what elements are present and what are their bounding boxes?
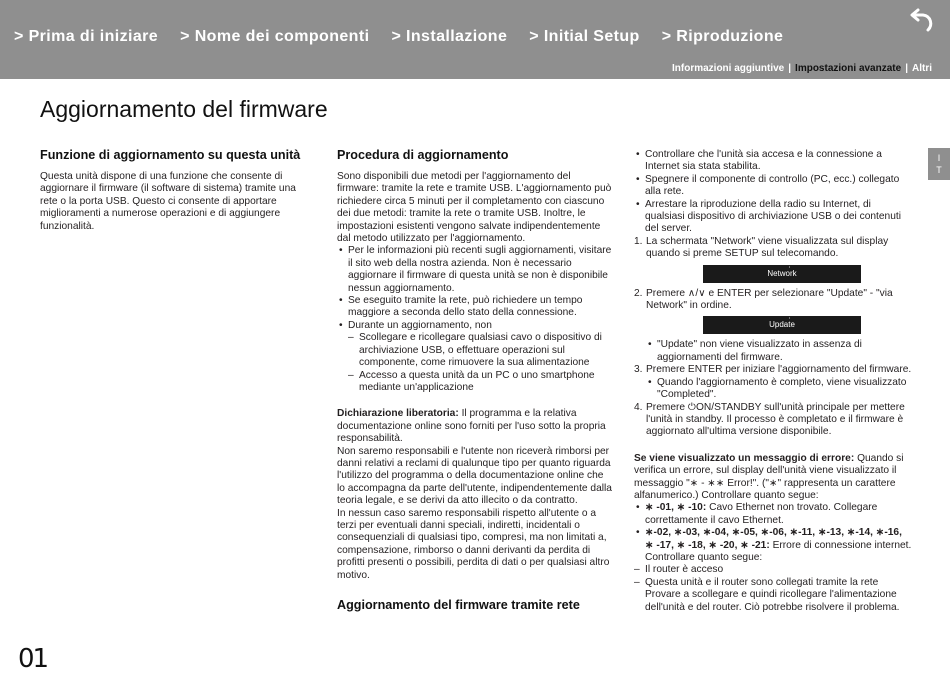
- disclaimer-paragraph-2: Non saremo responsabili e l'utente non riceverà rimborsi per danni relativi a reclami di qualunque tipo per quanto riguarda l'utilizzo del programma o della documentazione online che lo accompagna da parte dell'utente, indipendentemente dalla teoria legale, e se derivi da atto illecito o da contratto.: [337, 445, 612, 507]
- function-body: Questa unità dispone di una funzione che consente di aggiornare il firmware (il software di sistema) tramite una rete o la porta USB. Questo ci consente di apportare miglioramenti a numerose operazioni e di aggiungere funzionalità.: [40, 171, 296, 232]
- step-2: [634, 288, 912, 365]
- display-update: [703, 313, 861, 334]
- step-number: 3.: [634, 364, 643, 376]
- precondition-bullets: [634, 149, 912, 236]
- section-heading-network-update: Aggiornamento del firmware tramite rete: [337, 598, 580, 612]
- nav-riproduzione[interactable]: > Riproduzione: [661, 28, 784, 45]
- list-item: [634, 502, 912, 527]
- back-arrow-icon[interactable]: [906, 8, 936, 38]
- language-tab[interactable]: [928, 148, 950, 180]
- error-codes: ∗-02, ∗-03, ∗-04, ∗-05, ∗-06, ∗-11, ∗-13, ∗-14, ∗-16, ∗ -17, ∗ -18, ∗ -20, ∗ -21:: [645, 527, 902, 551]
- bullet-text: Durante un aggiornamento, non: [348, 319, 492, 331]
- column-steps: [634, 149, 912, 614]
- list-item: • Per le informazioni più recenti sugli aggiornamenti, visitare il sito web della nostra azienda. Non è necessario aggiornare il firmware di questa unità se non è disponibile nessun aggiornamento.: [337, 245, 612, 295]
- display-scroll-icon: ⋮: [786, 261, 793, 269]
- page-number: 01: [18, 644, 48, 674]
- list-item: • "Update" non viene visualizzato in assenza di aggiornamenti del firmware.: [646, 339, 912, 364]
- page-title: Aggiornamento del firmware: [40, 96, 328, 122]
- disclaimer: [337, 408, 612, 445]
- subnav-impostazioni-avanzate[interactable]: Impostazioni avanzate: [795, 63, 902, 74]
- dash-list: [348, 332, 612, 394]
- step-number: 2.: [634, 287, 643, 299]
- display-scroll-icon: ⋮: [786, 313, 793, 321]
- subnav-informazioni-aggiuntive[interactable]: Informazioni aggiuntive: [672, 63, 785, 74]
- error-section: [634, 453, 912, 503]
- main-nav: [14, 28, 783, 46]
- language-tab-line1: I: [937, 153, 941, 163]
- final-advice: Provare a scollegare e quindi ricollegare l'alimentazione dell'unità e del router. Ciò potrebbe risolvere il problema.: [645, 589, 900, 613]
- step-1: [634, 236, 912, 283]
- column-function: [40, 148, 305, 233]
- error-codes: ∗ -01, ∗ -10:: [645, 502, 707, 514]
- error-check-list: [634, 564, 912, 589]
- disclaimer-label: Dichiarazione liberatoria:: [337, 408, 459, 420]
- nav-installazione[interactable]: > Installazione: [391, 28, 508, 45]
- list-item: • Arrestare la riproduzione della radio su Internet, di qualsiasi dispositivo di archiviazione USB o dei contenuti del server.: [634, 199, 912, 236]
- procedure-intro: Sono disponibili due metodi per l'aggiornamento del firmware: tramite la rete e tramite USB. L'aggiornamento può richiedere circa 5 minuti per il completamento con ciascuno dei due metodi: tramite la rete o tramite USB. Inoltre, le impostazioni esistenti vengono salvate indipendentemente dal metodo utilizzato per l'aggiornamento.: [337, 171, 612, 245]
- list-item: • Quando l'aggiornamento è completo, viene visualizzato "Completed".: [646, 377, 912, 402]
- list-item: [634, 527, 912, 564]
- sub-navigation: [672, 63, 932, 74]
- subnav-separator: |: [905, 63, 908, 74]
- step-text: Premere ⏻ON/STANDBY sull'unità principale per mettere l'unità in standby. Il processo è completato e il firmware è aggiornato all'ultima versione disponibile.: [646, 401, 905, 438]
- list-item: • Se eseguito tramite la rete, può richiedere un tempo maggiore a seconda dello stato della connessione.: [337, 295, 612, 320]
- step-number: 4.: [634, 401, 643, 413]
- step-text: Premere ENTER per iniziare l'aggiornamento del firmware.: [646, 364, 912, 376]
- nav-initial-setup[interactable]: > Initial Setup: [529, 28, 640, 45]
- step-3: [634, 364, 912, 401]
- list-item: • Spegnere il componente di controllo (PC, ecc.) collegato alla rete.: [634, 174, 912, 199]
- step-3-notes: [646, 377, 912, 402]
- step-text: Premere: [646, 287, 686, 299]
- list-item: [337, 320, 612, 394]
- list-item: – Accesso a questa unità da un PC o uno smartphone mediante un'applicazione: [348, 370, 612, 395]
- display-text: Network: [767, 268, 797, 278]
- step-4: [634, 402, 912, 439]
- list-item: – Questa unità e il router sono collegati tramite la rete: [634, 577, 912, 589]
- step-2-notes: [646, 339, 912, 364]
- nav-prima-di-iniziare[interactable]: > Prima di iniziare: [14, 28, 159, 45]
- section-heading-function: Funzione di aggiornamento su questa unità: [40, 148, 301, 162]
- step-text: e ENTER per selezionare "Update" - "via Network" in ordine.: [646, 287, 893, 312]
- disclaimer-text: Il programma e la relativa documentazione online sono forniti per l'uso sotto la propria responsabilità.: [337, 408, 606, 445]
- error-description: Errore di connessione internet. Controllare quanto segue:: [645, 539, 912, 563]
- subnav-altri[interactable]: Altri: [912, 63, 932, 74]
- procedure-bullets: [337, 245, 612, 394]
- top-navigation-bar: [0, 0, 950, 79]
- error-description: Cavo Ethernet non trovato. Collegare correttamente il cavo Ethernet.: [645, 502, 878, 526]
- language-tab-line2: T: [936, 165, 942, 175]
- list-item: – Il router è acceso: [634, 564, 912, 576]
- up-down-arrows-icon: ∧/∨: [687, 287, 706, 299]
- error-codes-list: [634, 502, 912, 564]
- nav-nome-dei-componenti[interactable]: > Nome dei componenti: [180, 28, 370, 45]
- list-item: • Controllare che l'unità sia accesa e la connessione a Internet sia stata stabilita.: [634, 149, 912, 174]
- display-network: [703, 261, 861, 283]
- error-label: Se viene visualizzato un messaggio di errore:: [634, 452, 855, 464]
- subnav-separator: |: [788, 63, 792, 74]
- section-heading-procedure: Procedura di aggiornamento: [337, 148, 509, 162]
- list-item: – Scollegare e ricollegare qualsiasi cavo o dispositivo di archiviazione USB, o effettuare operazioni sul componente, come rimuovere la sua alimentazione: [348, 332, 612, 369]
- step-text: La schermata "Network" viene visualizzata sul display quando si preme SETUP sul telecomando.: [646, 235, 889, 260]
- error-text: Quando si verifica un errore, sul display dell'unità viene visualizzato il messaggio "∗ - ∗∗ Error!". ("∗" rappresenta un carattere alfanumerico.) Controllare quanto segue:: [634, 452, 904, 501]
- display-text: Update: [769, 320, 795, 330]
- column-procedure: [337, 148, 612, 621]
- disclaimer-paragraph-3: In nessun caso saremo responsabili rispetto all'utente o a terzi per eventuali danni speciali, indiretti, incidentali o consequenziali di qualsiasi tipo, compresi, ma non limitati a, compensazione, rimborso o danni derivanti da perdita di profitti presenti o possibili, perdita di dati o per qualsiasi altro motivo.: [337, 507, 610, 581]
- update-steps: [634, 236, 912, 439]
- step-number: 1.: [634, 235, 643, 247]
